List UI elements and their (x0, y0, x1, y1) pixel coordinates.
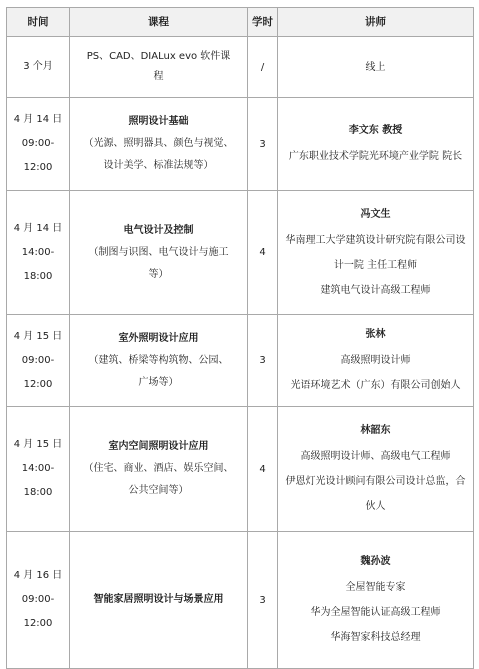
time-date: 4 月 14 日 (13, 222, 63, 234)
course-title: 电气设计及控制 (123, 224, 194, 236)
header-row (7, 8, 474, 37)
lecturer-line: 华南理工大学建筑设计研究院有限公司设 (285, 234, 466, 246)
hours-cell: / (248, 37, 278, 98)
lecturer-line: 伊恩灯光设计顾问有限公司设计总监，合 (285, 476, 466, 487)
header-course: 课程 (70, 8, 248, 37)
lecturer-cell (278, 407, 474, 532)
course-detail-line: （光源、照明器具、颜色与视觉、 (83, 138, 234, 149)
hours-cell: 3 (248, 532, 278, 669)
time-cell (7, 407, 70, 532)
lecturer-line: 广东职业技术学院光环境产业学院 院长 (288, 151, 463, 162)
course-detail-line: PS、CAD、DIALux evo 软件课 (86, 51, 231, 62)
lecturer-name: 魏孙波 (360, 556, 391, 567)
course-detail-line: （制图与识图、电气设计与施工 (88, 246, 229, 258)
time-range: 09:00-12:00 (21, 138, 55, 173)
lecturer-name: 林韶东 (360, 425, 391, 436)
time-range: 09:00-12:00 (21, 354, 55, 390)
lecturer-name-line (281, 120, 470, 142)
header-lecturer: 讲师 (278, 8, 474, 37)
course-cell (70, 532, 248, 669)
lecturer-line: 华海智家科技总经理 (330, 632, 421, 643)
lecturer-line: 伙人 (365, 501, 386, 512)
course-detail-line: 广场等） (138, 376, 179, 388)
lecturer-line: 全屋智能专家 (345, 582, 406, 593)
lecturer-line: 光语环境艺术（广东）有限公司创始人 (290, 380, 461, 391)
lecturer-cell (278, 191, 474, 315)
lecturer-line: 建筑电气设计高级工程师 (320, 284, 431, 296)
course-title: 照明设计基础 (128, 116, 189, 127)
lecturer-line: 高级照明设计师 (340, 355, 411, 366)
header-hours: 学时 (248, 8, 278, 37)
lecturer-line: 计一院 主任工程师 (333, 259, 418, 271)
course-detail-line: 公共空间等） (128, 485, 189, 496)
lecturer-line: 华为全屋智能认证高级工程师 (310, 607, 441, 618)
header-time: 时间 (7, 8, 70, 37)
course-cell (70, 315, 248, 407)
course-detail-line: （住宅、商业、酒店、娱乐空间、 (83, 463, 234, 474)
course-title: 智能家居照明设计与场景应用 (93, 594, 224, 605)
hours-cell: 4 (248, 191, 278, 315)
lecturer-cell (278, 315, 474, 407)
time-cell (7, 98, 70, 191)
time-date: 4 月 15 日 (13, 330, 63, 342)
course-detail-line: 设计美学、标准法规等） (103, 160, 214, 171)
time-range: 14:00-18:00 (21, 463, 55, 498)
hours-cell: 3 (248, 98, 278, 191)
table-row (7, 191, 474, 315)
schedule-table (6, 7, 474, 669)
course-cell (70, 407, 248, 532)
course-detail-line: （建筑、桥梁等构筑物、公园、 (88, 354, 229, 366)
table-row (7, 407, 474, 532)
course-title: 室外照明设计应用 (118, 332, 199, 344)
time-cell (7, 532, 70, 669)
course-detail-line: 等） (148, 268, 169, 280)
hours-cell: 4 (248, 407, 278, 532)
time-date: 4 月 16 日 (13, 570, 63, 581)
time-cell (7, 191, 70, 315)
table-row (7, 37, 474, 98)
lecturer-cell (278, 98, 474, 191)
lecturer-cell (278, 532, 474, 669)
time-cell (7, 315, 70, 407)
course-cell (70, 191, 248, 315)
time-range: 14:00-18:00 (21, 246, 55, 282)
table-row (7, 315, 474, 407)
time-date: 4 月 15 日 (13, 439, 63, 450)
time-cell (7, 37, 70, 98)
course-cell (70, 98, 248, 191)
time-range: 09:00-12:00 (21, 594, 55, 629)
lecturer-line: 高级照明设计师、高级电气工程师 (300, 451, 451, 462)
course-detail-line: 程 (153, 71, 164, 82)
table-row (7, 98, 474, 191)
lecturer-title: 教授 (382, 125, 403, 136)
time-date: 4 月 14 日 (13, 114, 63, 125)
table-row (7, 532, 474, 669)
lecturer-line: 线上 (365, 61, 386, 73)
hours-cell: 3 (248, 315, 278, 407)
lecturer-name: 冯文生 (360, 208, 391, 220)
lecturer-name: 李文东 (348, 125, 379, 136)
course-title: 室内空间照明设计应用 (108, 441, 209, 452)
course-cell (70, 37, 248, 98)
lecturer-cell (278, 37, 474, 98)
time-date: 3 个月 (23, 61, 53, 72)
lecturer-name: 张林 (365, 329, 386, 340)
